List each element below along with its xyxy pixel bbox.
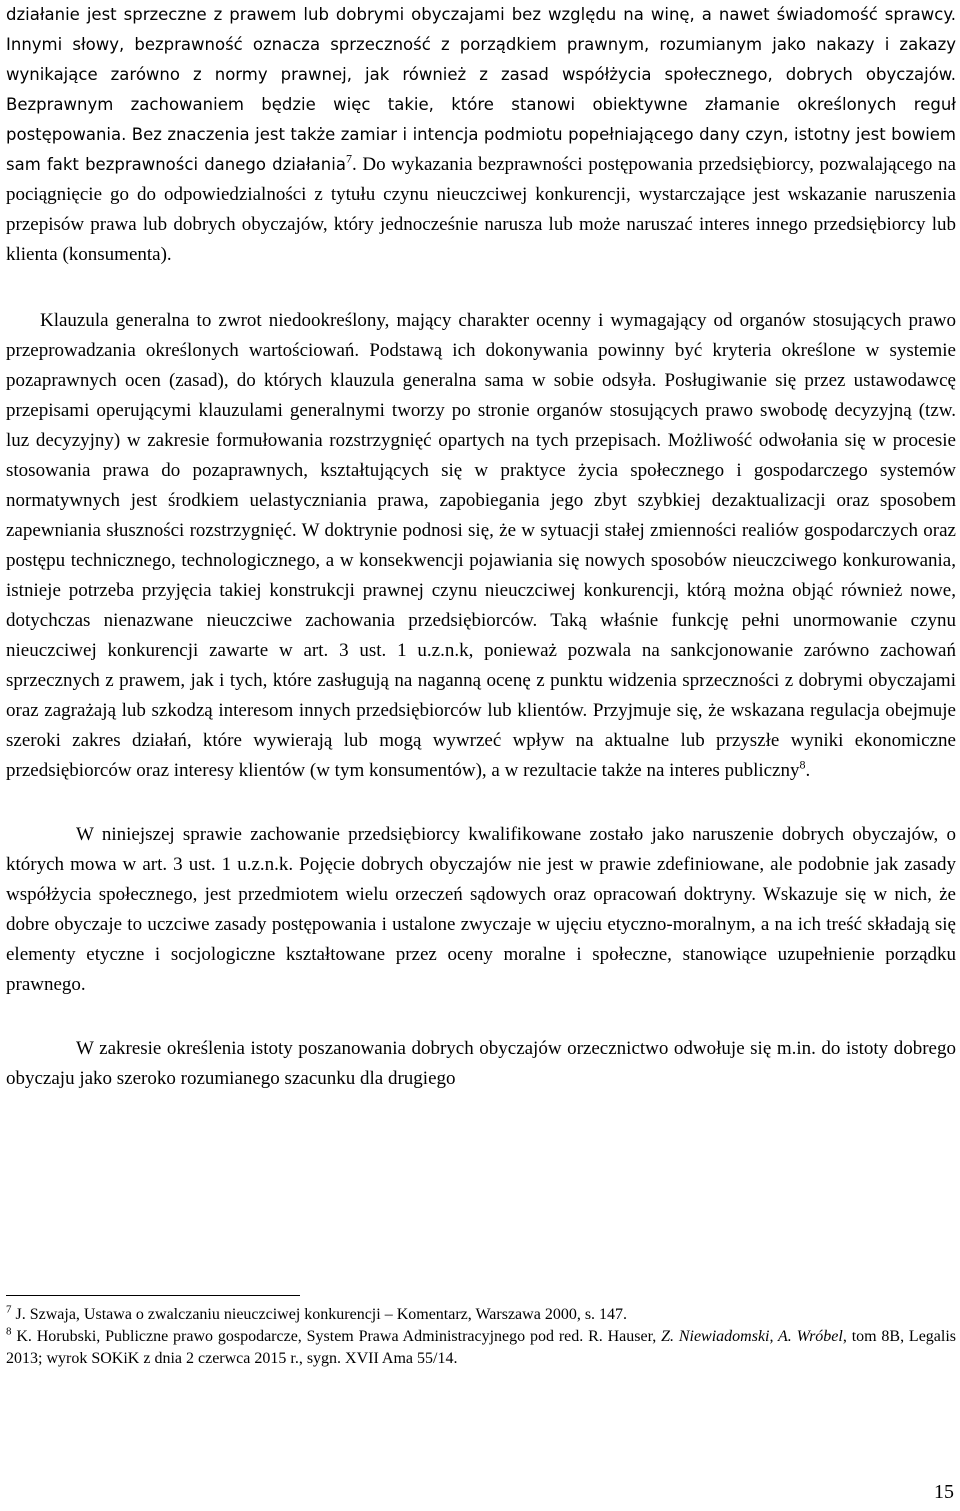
footnote-8-text-b: , tom 8B, Legalis 2013; wyrok SOKiK z dnia 2 czerwca 2015 r., sygn. XVII Ama 55/14. — [6, 1328, 957, 1367]
footnote-7-text: J. Szwaja, Ustawa o zwalczaniu nieuczciwej konkurencji – Komentarz, Warszawa 2000, s. 147. — [11, 1306, 628, 1323]
footnote-7 — [6, 1304, 956, 1326]
paragraph-3 — [6, 820, 956, 1000]
footnote-7-number: 7 — [6, 1303, 12, 1316]
footnote-ref-8[interactable]: 8 — [799, 757, 806, 772]
paragraph-4-text: W zakresie określenia istoty poszanowania dobrych obyczajów orzecznictwo odwołuje się m.in. do istoty dobrego obyczaju jako szeroko rozumianego szacunku dla drugiego — [6, 1038, 956, 1089]
paragraph-2 — [6, 306, 956, 786]
paragraph-2-text: Klauzula generalna to zwrot niedookreślony, mający charakter ocenny i wymagający od organów stosujących prawo przeprowadzania określonych wartościowań. Podstawą ich dokonywania powinny być kryteria określone w systemie pozaprawnych ocen (zasad), do których klauzula generalna sama w sobie odsyła. Posługiwanie się przez ustawodawcę przepisami operującymi klauzulami generalnymi tworzy po stronie organów stosujących prawo swobodę decyzyjną (tzw. luz decyzyjny) w zakresie formułowania rozstrzygnięć opartych na tych przepisach. Możliwość odwołania się w procesie stosowania prawa do pozaprawnych, kształtujących się w praktyce życia społecznego i gospodarczego systemów normatywnych jest środkiem uelastyczniania prawa, zapobiegania jego zbyt szybkiej dezaktualizacji oraz sposobem zapewniania słuszności rozstrzygnięć. W doktrynie podnosi się, że w sytuacji stałej zmienności realiów gospodarczych oraz postępu technicznego, technologicznego, a w konsekwencji pojawiania się nowych sposobów nieuczciwego konkurowania, istnieje potrzeba przyjęcia takiej konstrukcji prawnej czynu nieuczciwej konkurencji, którą można objąć również nowe, dotychczas nienazwane nieuczciwe zachowania przedsiębiorców. Taką właśnie funkcję pełni unormowanie czynu nieuczciwej konkurencji zawarte w art. 3 ust. 1 u.z.n.k, ponieważ pozwala na sankcjonowanie zarówno zachowań sprzecznych z prawem, jak i tych, które zasługują na naganną ocenę z punktu widzenia sprzeczności z dobrymi obyczajami oraz zagrażają lub szkodzą interesom innych przedsiębiorców lub klientów. Przyjmuje się, że wskazana regulacja obejmuje szeroki zakres działań, które wywierają lub mogą wywrzeć wpływ na aktualne lub przyszłe wyniki ekonomiczne przedsiębiorców oraz interesy klientów (w tym konsumentów), a w rezultacie także na interes publiczny — [6, 310, 956, 781]
paragraph-3-text: W niniejszej sprawie zachowanie przedsiębiorcy kwalifikowane zostało jako naruszenie dobrych obyczajów, o których mowa w art. 3 ust. 1 u.z.n.k. Pojęcie dobrych obyczajów nie jest w prawie zdefiniowane, ale podobnie jak zasady współżycia społecznego, jest przedmiotem wielu orzeczeń sądowych oraz opracowań doktryny. Wskazuje się w nich, że dobre obyczaje to uczciwe zasady postępowania i ustalone zwyczaje w ujęciu etyczno-moralnym, a na ich treść składają się elementy etyczne i socjologiczne kształtowane przez oceny moralne i społeczne, stanowiące uzupełnienie porządku prawnego. — [6, 824, 956, 995]
paragraph-1-text-a: działanie jest sprzeczne z prawem lub dobrymi obyczajami bez względu na winę, a nawet świadomość sprawcy. Innymi słowy, bezprawność oznacza sprzeczność z porządkiem prawnym, rozumianym jako nakazy i zakazy wynikające zarówno z normy prawnej, jak również z zasad współżycia społecznego, dobrych obyczajów. Bezprawnym zachowaniem będzie więc takie, które stanowi obiektywne złamanie określonych reguł postępowania. Bez znaczenia jest także zamiar i intencja podmiotu popełniającego dany czyn, istotny jest bowiem sam fakt bezprawności danego działania — [6, 5, 956, 174]
page-number: 15 — [934, 1481, 954, 1503]
footnote-ref-7[interactable]: 7 — [345, 151, 352, 166]
paragraph-2-end: . — [805, 760, 811, 781]
footnote-8-text-a: K. Horubski, Publiczne prawo gospodarcze, System Prawa Administracyjnego pod red. R. Hauser, — [11, 1328, 662, 1345]
footnote-separator — [6, 1295, 300, 1296]
paragraph-1 — [6, 0, 956, 270]
paragraph-4 — [6, 1034, 956, 1094]
footnote-8-number: 8 — [6, 1325, 12, 1338]
document-page — [6, 0, 956, 1094]
footnotes — [6, 1295, 956, 1370]
footnote-8-authors: Z. Niewiadomski, A. Wróbel — [661, 1328, 843, 1345]
paragraph-1-text-b: . Do wykazania bezprawności postępowania przedsiębiorcy, pozwalającego na pociągnięcie go do odpowiedzialności z tytułu czynu nieuczciwej konkurencji, wystarczające jest wskazanie naruszenia przepisów prawa lub dobrych obyczajów, który jednocześnie narusza lub może naruszać interes innego przedsiębiorcy lub klienta (konsumenta). — [6, 154, 956, 265]
footnote-8 — [6, 1326, 956, 1370]
